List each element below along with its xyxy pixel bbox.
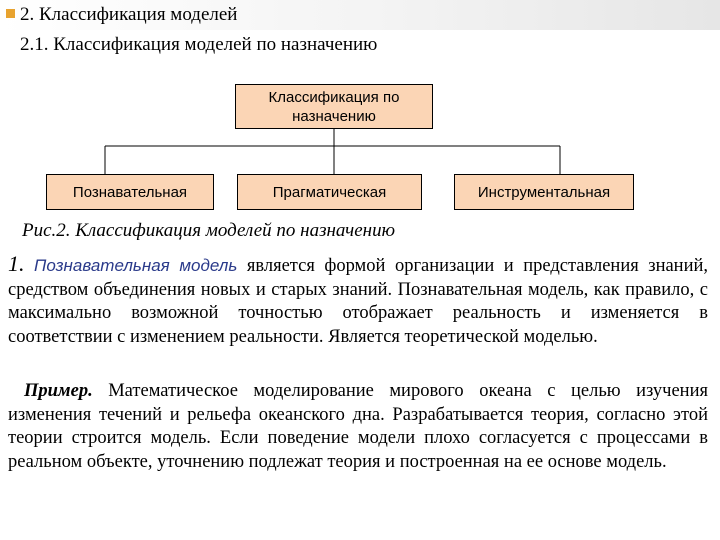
paragraph-cognitive-model xyxy=(8,252,708,349)
figure-caption: Рис.2. Классификация моделей по назначению xyxy=(22,220,395,241)
example-text: Математическое моделирование мирового океана с целью изучения изменения течений и рельефа океанского дна. Разрабатывается теория, согласно этой теории строится модель. Если поведение модели плохо согласуется с процессами в реальном объекте, уточнению подлежат теория и построенная на ее основе модель. xyxy=(8,381,708,472)
diagram-node-pragmatic: Прагматическая xyxy=(237,174,422,210)
diagram-root-box: Классификация по назначению xyxy=(235,84,433,129)
paragraph-text: является формой организации и представления знаний, средством объединения новых и старых знаний. Познавательная модель, как правило, с максимально возможной точностью отображает реальность и изменяется в соответствии с изменением реальности. Является теоретической моделью. xyxy=(8,256,709,347)
term-cognitive-model: Познавательная модель xyxy=(34,256,238,275)
paragraph-example xyxy=(8,380,708,474)
diagram-node-instrumental: Инструментальная xyxy=(454,174,634,210)
example-label: Пример. xyxy=(24,381,93,401)
section-subtitle: 2.1. Классификация моделей по назначению xyxy=(20,34,378,55)
paragraph-number: 1. xyxy=(8,251,25,276)
page-title: 2. Классификация моделей xyxy=(20,4,238,25)
diagram-node-cognitive: Познавательная xyxy=(46,174,214,210)
